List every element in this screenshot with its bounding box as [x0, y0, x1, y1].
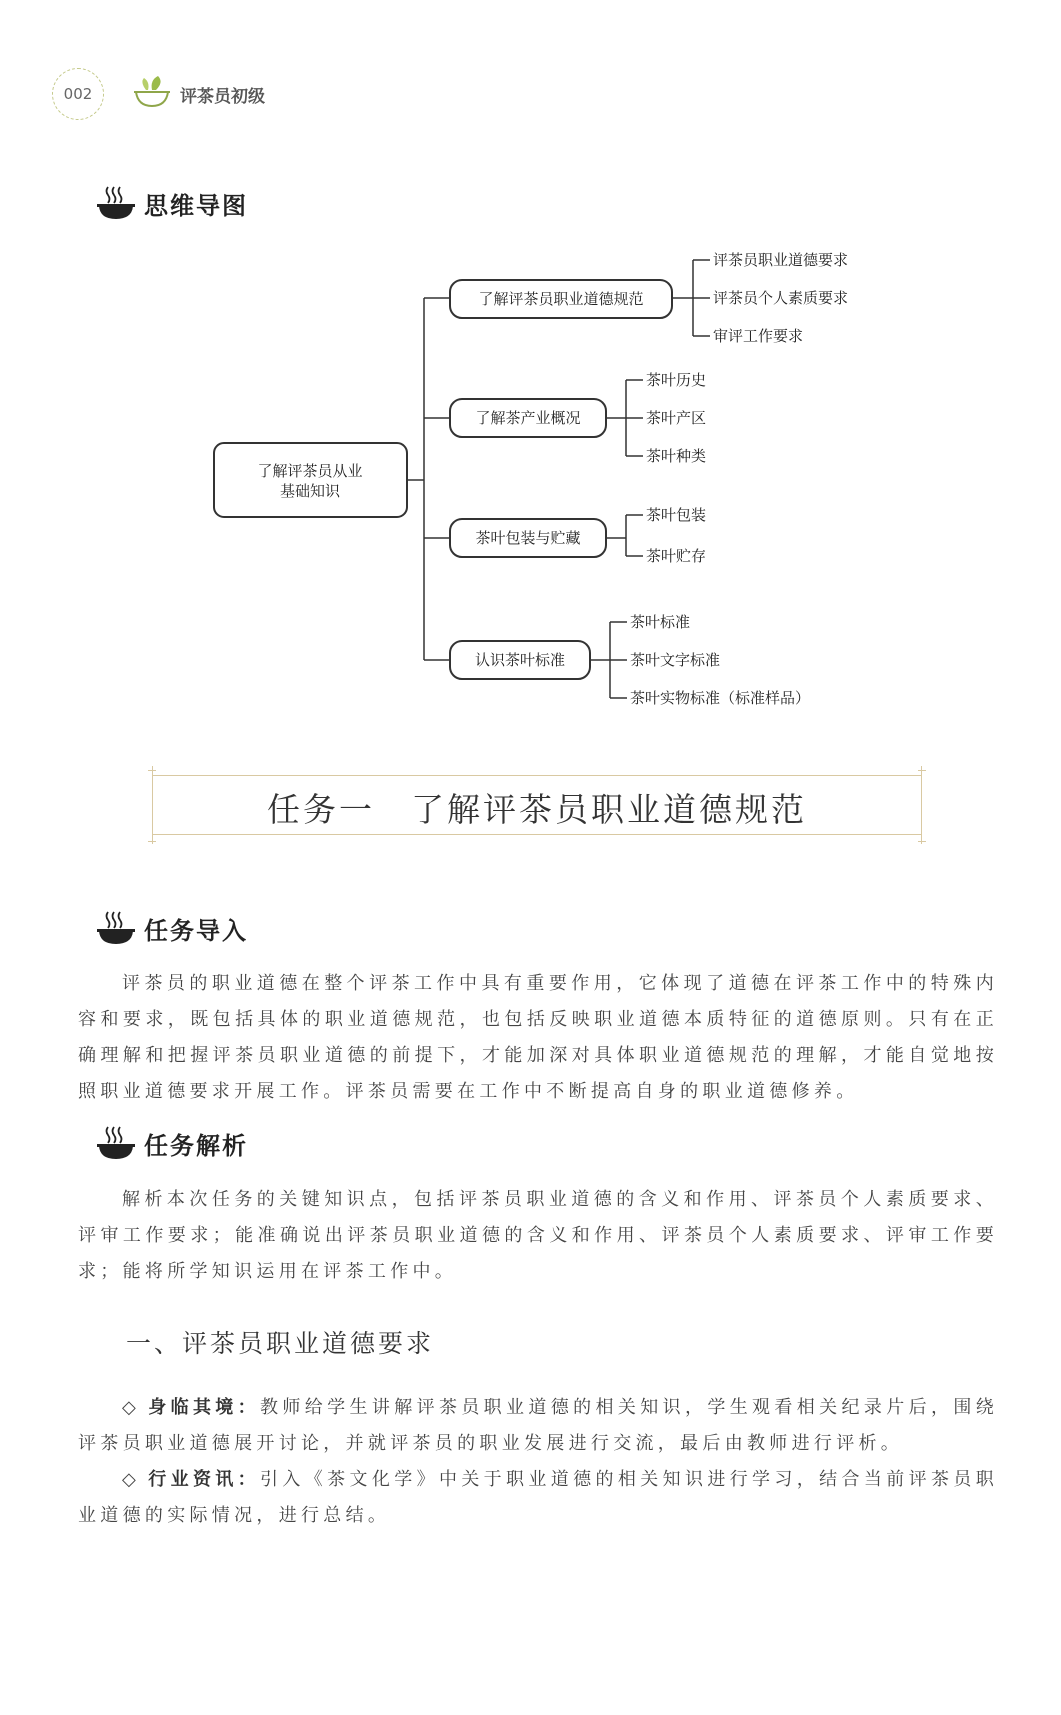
- industry-news-label: 行业资讯：: [148, 1469, 261, 1490]
- task-intro-paragraph: 评茶员的职业道德在整个评茶工作中具有重要作用，它体现了道德在评茶工作中的特殊内容和要求，既包括具体的职业道德规范，也包括反映职业道德本质特征的道德原则。只有在正确理解和把握评茶员职业道德的前提下，才能加深对具体职业道德规范的理解，才能自觉地按照职业道德要求开展工作。评茶员需要在工作中不断提高自身的职业道德修养。: [78, 973, 998, 1102]
- leaf-personal-quality: 评茶员个人素质要求: [713, 289, 849, 307]
- immersive-item: [78, 1390, 998, 1462]
- leaf-written-standards: 茶叶文字标准: [630, 651, 721, 669]
- diamond-marker: ◇: [122, 1469, 141, 1490]
- mind-map-title: 思维导图: [144, 191, 248, 220]
- leaf-tea-storage: 茶叶贮存: [646, 547, 707, 565]
- task-analysis-paragraph: 解析本次任务的关键知识点，包括评茶员职业道德的含义和作用、评茶员个人素质要求、评审工作要求；能准确说出评茶员职业道德的含义和作用、评茶员个人素质要求、评审工作要求；能将所学知识运用在评茶工作中。: [78, 1189, 998, 1282]
- leaf-tea-types: 茶叶种类: [646, 447, 707, 465]
- leaf-tea-regions: 茶叶产区: [646, 409, 707, 427]
- steaming-bowl-icon: [96, 910, 136, 946]
- industry-news-text: 引入《茶文化学》中关于职业道德的相关知识进行学习，结合当前评茶员职业道德的实际情况，进行总结。: [78, 1469, 998, 1526]
- branch-node-ethics-label: 了解评茶员职业道德规范: [478, 290, 644, 308]
- branch-node-industry-label: 了解茶产业概况: [475, 409, 581, 427]
- leaf-ethics-requirements: 评茶员职业道德要求: [713, 251, 849, 269]
- task-analysis-title: 任务解析: [144, 1131, 248, 1160]
- branch-node-standards-label: 认识茶叶标准: [474, 651, 566, 669]
- leaf-review-requirements: 审评工作要求: [713, 327, 804, 345]
- mind-map-connectors: [407, 260, 710, 698]
- leaf-physical-standards: 茶叶实物标准（标准样品）: [630, 689, 811, 707]
- task-analysis-heading: [96, 1125, 248, 1161]
- book-title: 评茶员初级: [180, 87, 265, 107]
- immersive-text: 教师给学生讲解评茶员职业道德的相关知识，学生观看相关纪录片后，围绕评茶员职业道德展开讨论，并就评茶员的职业发展进行交流，最后由教师进行评析。: [78, 1397, 998, 1454]
- leaf-tea-packaging: 茶叶包装: [646, 506, 707, 524]
- task-banner: [152, 775, 922, 835]
- root-node-label-line1: 了解评茶员从业: [257, 462, 363, 480]
- leaf-tea-history: 茶叶历史: [646, 371, 707, 389]
- diamond-marker: ◇: [122, 1397, 141, 1418]
- immersive-label: 身临其境：: [148, 1397, 261, 1418]
- task-intro-title: 任务导入: [144, 916, 248, 945]
- leaf-tea-standards: 茶叶标准: [630, 613, 691, 631]
- mind-map-diagram: [0, 0, 1061, 760]
- task-title: 任务一 了解评茶员职业道德规范: [267, 790, 807, 829]
- steaming-bowl-icon: [96, 1125, 136, 1161]
- section-one-title: 一、评茶员职业道德要求: [126, 1329, 435, 1358]
- branch-node-packaging-label: 茶叶包装与贮藏: [475, 529, 581, 547]
- page-number: 002: [52, 68, 104, 120]
- task-intro-heading: [96, 910, 248, 946]
- industry-news-item: [78, 1462, 998, 1534]
- root-node: [214, 443, 407, 517]
- root-node-label-line2: 基础知识: [279, 482, 341, 500]
